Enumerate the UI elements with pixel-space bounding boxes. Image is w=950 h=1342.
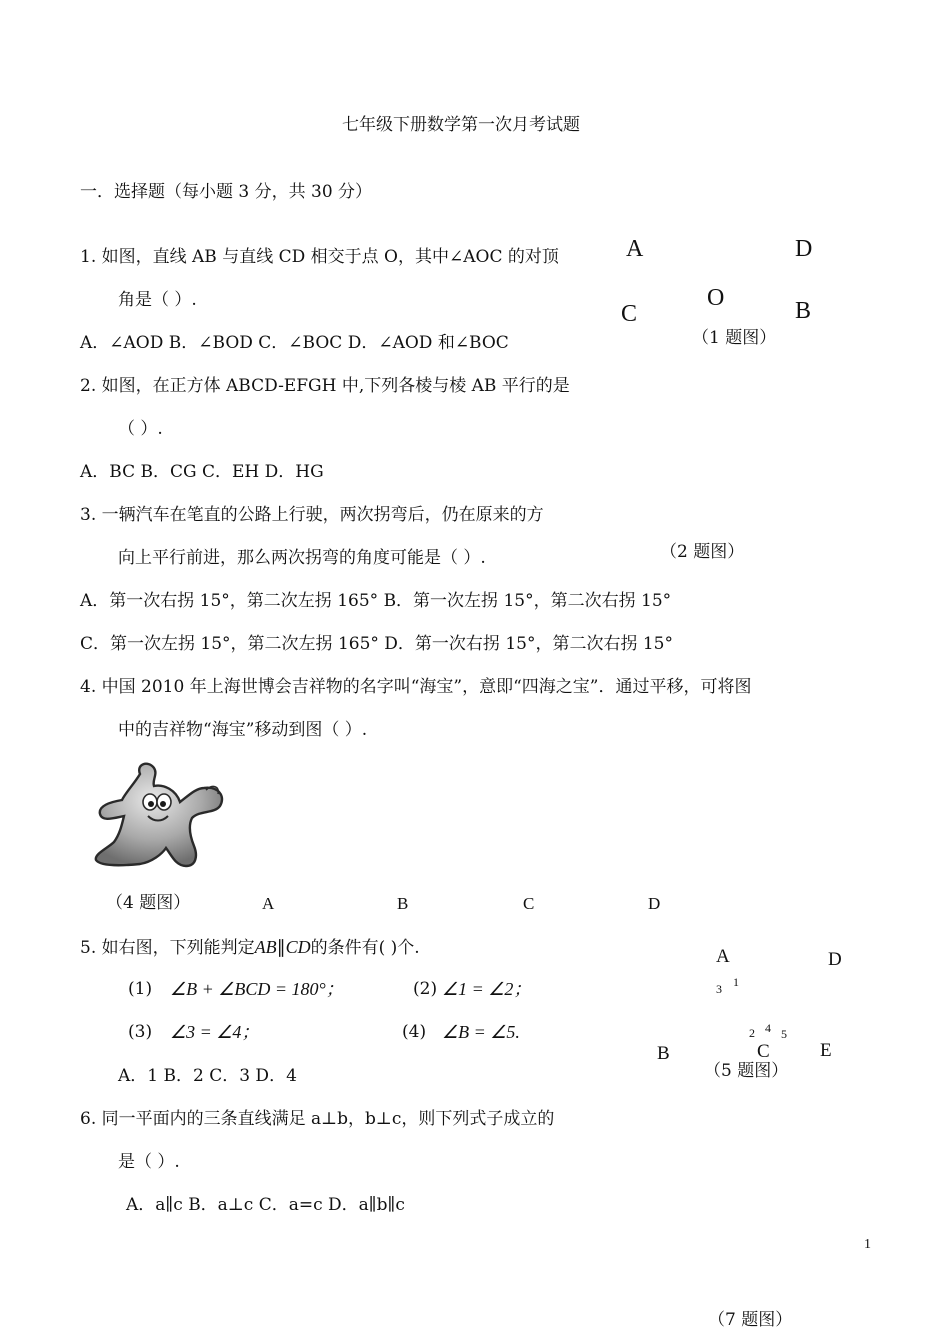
page-number: 1: [864, 1237, 871, 1252]
fig5-label-3: 3: [716, 982, 722, 996]
q3-stem-line1: 3. 一辆汽车在笔直的公路上行驶，两次拐弯后，仍在原来的方: [80, 505, 544, 525]
q6-stem-line2: 是（ ）.: [118, 1152, 180, 1172]
q4-stem-line1: 4. 中国 2010 年上海世博会吉祥物的名字叫“海宝”，意即“四海之宝”．通过平移，可将图: [80, 677, 752, 697]
fig1-label-A: A: [626, 236, 644, 262]
q5-stem-cd: CD: [285, 937, 311, 957]
q4-choice-A: A: [262, 894, 275, 913]
q4-choice-B: B: [397, 894, 409, 913]
q5-stem: [80, 938, 420, 957]
q2-options: A．BC B．CG C．EH D．HG: [80, 462, 324, 482]
q6-stem-line1: 6. 同一平面内的三条直线满足 a⊥b，b⊥c，则下列式子成立的: [80, 1109, 555, 1129]
fig1-label-B: B: [795, 298, 812, 324]
q5-condition-1-num: (1): [128, 979, 153, 999]
q5-condition-4: ∠B = ∠5.: [442, 1022, 520, 1042]
fig5-label-1: 1: [733, 975, 739, 989]
page-title: 七年级下册数学第一次月考试题: [342, 115, 580, 135]
fig4-caption: （4 题图）: [106, 893, 191, 913]
q4-choice-C: C: [523, 894, 535, 913]
q5-condition-2: ∠1 = ∠2；: [442, 979, 532, 999]
q5-condition-4-num: (4): [402, 1022, 427, 1042]
q3-stem-line2: 向上平行前进，那么两次拐弯的角度可能是（ ）.: [118, 548, 486, 568]
q5-condition-2-num: (2): [413, 979, 438, 999]
fig5-caption: （5 题图）: [704, 1061, 789, 1081]
section-heading: 一．选择题（每小题 3 分，共 30 分）: [80, 182, 373, 202]
q5-stem-post: 的条件有( )个.: [310, 938, 420, 958]
q5-condition-3-num: (3): [128, 1022, 153, 1042]
fig7-caption: （7 题图）: [708, 1310, 793, 1330]
fig5-label-A: A: [716, 946, 730, 967]
q1-stem-line2: 角是（ ）.: [118, 290, 197, 310]
q3-options-cd: C．第一次左拐 15°，第二次左拐 165° D．第一次右拐 15°，第二次右拐 15°: [80, 634, 673, 654]
q2-stem-line2: （ ）.: [118, 419, 163, 439]
q5-condition-1: ∠B + ∠BCD = 180°；: [170, 979, 344, 999]
fig5-label-E: E: [820, 1040, 832, 1061]
haibao-mascot-image: [92, 762, 232, 870]
fig1-label-C: C: [621, 301, 638, 327]
q4-stem-line2: 中的吉祥物“海宝”移动到图（ ）.: [118, 720, 368, 740]
fig5-label-4: 4: [765, 1021, 771, 1035]
q2-stem-line1: 2. 如图，在正方体 ABCD-EFGH 中,下列各棱与棱 AB 平行的是: [80, 376, 570, 396]
fig1-label-D: D: [795, 236, 813, 262]
q5-stem-pre: 5. 如右图，下列能判定: [80, 938, 255, 958]
q5-stem-ab: AB: [254, 937, 277, 957]
fig2-caption: （2 题图）: [660, 542, 745, 562]
q5-options: A．1 B．2 C．3 D．4: [118, 1066, 297, 1086]
q3-options-ab: A．第一次右拐 15°，第二次左拐 165° B．第一次左拐 15°，第二次右拐 15°: [80, 591, 672, 611]
q5-condition-3: ∠3 = ∠4；: [170, 1022, 260, 1042]
q4-choice-D: D: [648, 894, 661, 913]
fig5-label-C: C: [757, 1041, 770, 1062]
fig5-label-B: B: [657, 1043, 670, 1064]
fig1-label-O: O: [707, 285, 725, 311]
fig5-label-5: 5: [781, 1027, 787, 1041]
fig1-caption: （1 题图）: [692, 328, 777, 348]
q6-options: A．a∥c B．a⊥c C．a=c D．a∥b∥c: [126, 1195, 405, 1215]
q1-options: A．∠AOD B．∠BOD C．∠BOC D．∠AOD 和∠BOC: [80, 333, 509, 353]
fig5-label-D: D: [828, 949, 842, 970]
q5-stem-parallel: ∥: [276, 937, 286, 957]
q1-stem-line1: 1. 如图，直线 AB 与直线 CD 相交于点 O，其中∠AOC 的对顶: [80, 247, 559, 267]
fig5-label-2: 2: [749, 1026, 755, 1040]
